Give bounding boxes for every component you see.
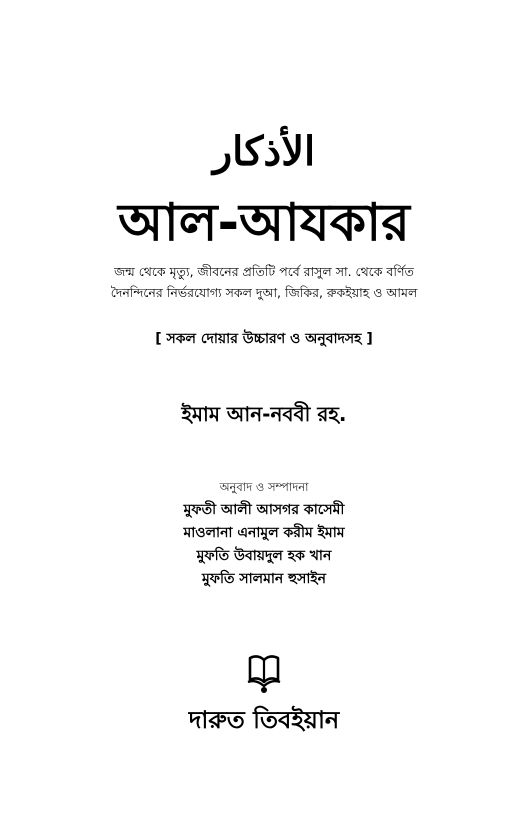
translator-name: মুফতি সালমান হুসাইন: [201, 571, 327, 587]
subtitle-line-2: দৈনন্দিনের নির্ভরযোগ্য সকল দুআ, জিকির, রুকইয়াহ ও আমল: [110, 285, 418, 300]
publisher-name: দারুত তিবইয়ান: [188, 706, 340, 734]
translation-label: অনুবাদ ও সম্পাদনা: [219, 480, 309, 494]
subtitle-line-1: জন্ম থেকে মৃত্যু, জীবনের প্রতিটি পর্বে রাসুল সা. থেকে বর্ণিত: [114, 264, 414, 279]
arabic-calligraphy-title: الأذكار: [212, 128, 316, 175]
translator-name: মাওলানা এনামুল করীম ইমাম: [183, 525, 345, 541]
open-book-icon: [246, 652, 282, 694]
author-name: ইমাম আন-নববী রহ.: [181, 402, 347, 426]
bracket-note: [ সকল দোয়ার উচ্চারণ ও অনুবাদসহ ]: [155, 331, 373, 347]
translator-name: মুফতি উবায়দুল হক খান: [196, 548, 332, 564]
book-title: আল-আযকার: [118, 193, 410, 253]
translator-name: মুফতী আলী আসগর কাসেমী: [183, 502, 345, 518]
